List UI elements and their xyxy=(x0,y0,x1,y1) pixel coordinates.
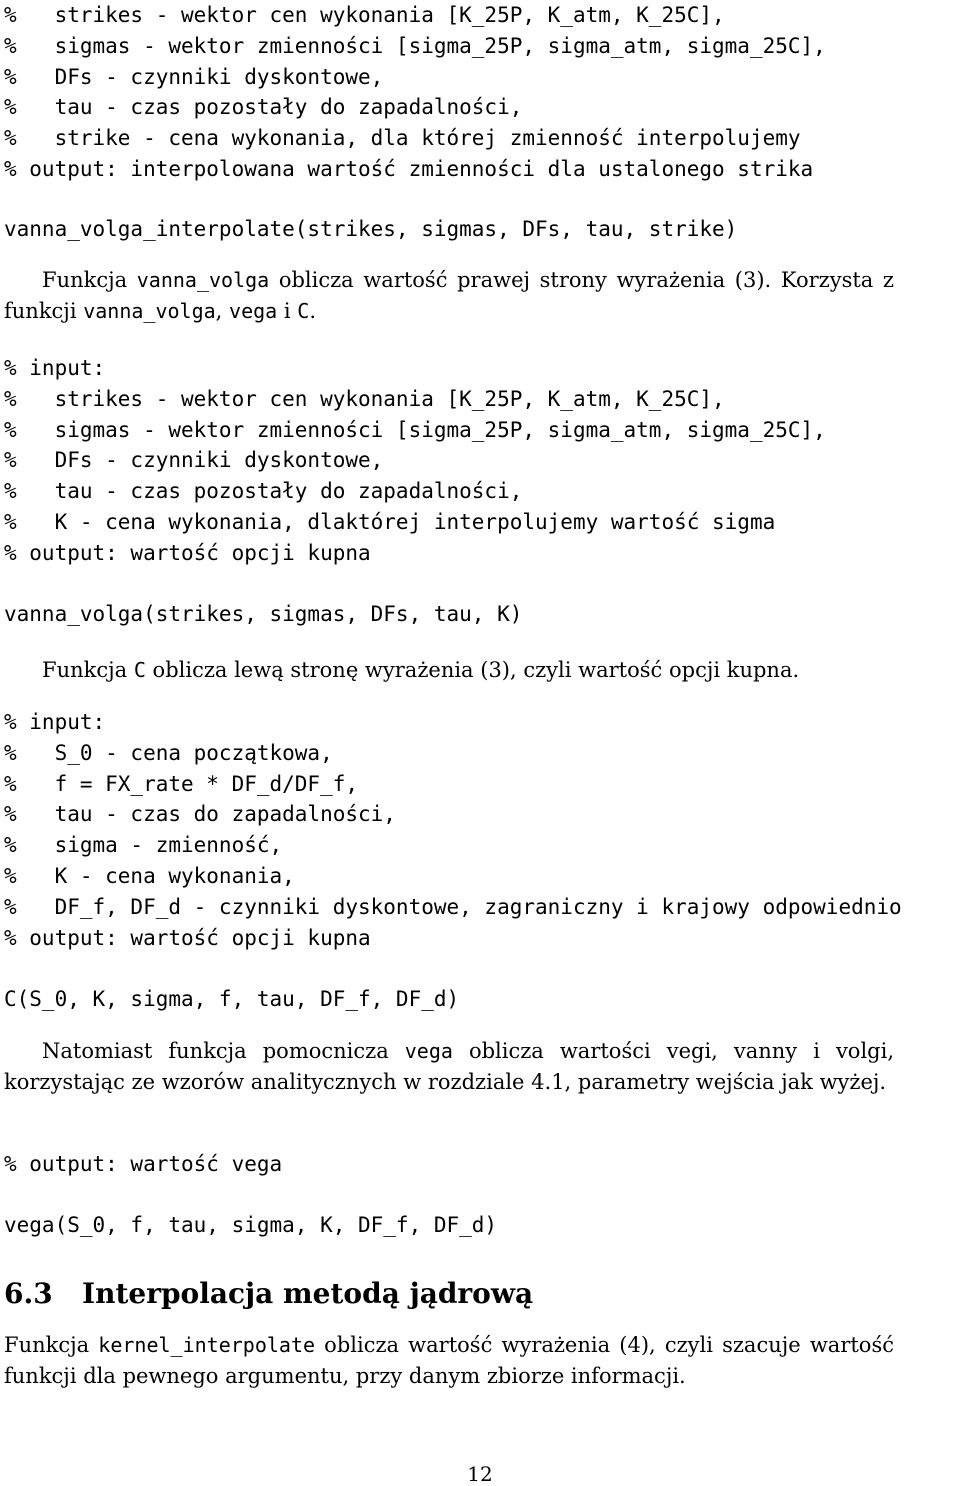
inline-code: vega xyxy=(404,1039,453,1063)
code-line: % sigma - zmienność, xyxy=(4,833,283,858)
text: oblicza wartość wyrażenia (4), czyli szacuje wartość funkcji dla pewnego argumentu, przy danym zbiorze informacji. xyxy=(4,1333,894,1388)
inline-code: vega xyxy=(229,298,278,323)
code-line: % DF_f, DF_d - czynniki dyskontowe, zagraniczny i krajowy odpowiednio xyxy=(4,894,902,919)
code-line: % tau - czas pozostały do zapadalności, xyxy=(4,95,523,120)
text: . xyxy=(309,298,317,323)
code-line: % strike - cena wykonania, dla której zmienność interpolujemy xyxy=(4,126,801,151)
code-line: % DFs - czynniki dyskontowe, xyxy=(4,64,384,89)
inline-code: vanna_volga xyxy=(136,268,270,292)
function-signature-2 xyxy=(4,599,522,630)
text: Funkcja xyxy=(42,658,134,682)
section-number: 6.3 xyxy=(4,1277,53,1310)
code-line: % input: xyxy=(4,710,106,734)
paragraph-c-function xyxy=(4,655,894,686)
code-block-4 xyxy=(4,1149,282,1180)
code-line: % output: interpolowana wartość zmienności dla ustalonego strika xyxy=(4,156,814,181)
text: oblicza wartości vegi, vanny i volgi, korzystając ze wzorów analitycznych w rozdziale 4.1, parametry wejścia jak wyżej. xyxy=(4,1039,894,1094)
code-line: % K - cena wykonania, xyxy=(4,863,295,888)
inline-code: vanna_volga xyxy=(83,298,216,323)
paragraph-vanna-volga xyxy=(4,265,894,326)
signature-text: vanna_volga_interpolate(strikes, sigmas, DFs, tau, strike) xyxy=(4,217,738,241)
inline-code: C xyxy=(297,298,310,323)
code-line: % sigmas - wektor zmienności [sigma_25P, sigma_atm, sigma_25C], xyxy=(4,417,826,442)
code-block-2 xyxy=(4,353,826,569)
text: i xyxy=(277,298,298,323)
section-heading xyxy=(4,1277,533,1311)
text: , xyxy=(215,298,230,323)
code-line: % S_0 - cena początkowa, xyxy=(4,740,333,765)
section-title-text: Interpolacja metodą jądrową xyxy=(82,1277,534,1310)
code-block-1 xyxy=(4,0,826,185)
inline-code: kernel_interpolate xyxy=(98,1333,316,1357)
code-line: % sigmas - wektor zmienności [sigma_25P, sigma_atm, sigma_25C], xyxy=(4,33,826,58)
page-number: 12 xyxy=(467,1462,493,1486)
paragraph-kernel-interpolate xyxy=(4,1330,894,1391)
inline-code: C xyxy=(133,658,146,682)
code-line: % tau - czas do zapadalności, xyxy=(4,802,396,827)
paragraph-vega xyxy=(4,1036,894,1097)
signature-text: vanna_volga(strikes, sigmas, DFs, tau, K) xyxy=(4,602,523,626)
code-line: % strikes - wektor cen wykonania [K_25P, K_atm, K_25C], xyxy=(4,386,725,411)
code-line: % tau - czas pozostały do zapadalności, xyxy=(4,479,523,504)
text: oblicza lewą stronę wyrażenia (3), czyli wartość opcji kupna. xyxy=(145,658,800,682)
code-line: % output: wartość vega xyxy=(4,1152,283,1176)
signature-text: C(S_0, K, sigma, f, tau, DF_f, DF_d) xyxy=(4,987,460,1011)
text: Funkcja xyxy=(42,268,137,292)
text: oblicza wartość prawej strony wyrażenia (3). Korzysta z funkcji xyxy=(4,268,894,323)
code-line: % output: wartość opcji kupna xyxy=(4,925,371,950)
code-line: % DFs - czynniki dyskontowe, xyxy=(4,448,384,473)
function-signature-4 xyxy=(4,1210,497,1241)
signature-text: vega(S_0, f, tau, sigma, K, DF_f, DF_d) xyxy=(4,1213,498,1237)
code-line: % K - cena wykonania, dlaktórej interpolujemy wartość sigma xyxy=(4,509,776,534)
code-block-3 xyxy=(4,707,902,953)
text: Funkcja xyxy=(4,1333,99,1357)
function-signature-1 xyxy=(4,214,737,245)
code-line: % strikes - wektor cen wykonania [K_25P, K_atm, K_25C], xyxy=(4,3,725,27)
code-line: % input: xyxy=(4,356,106,380)
text: Natomiast funkcja pomocnicza xyxy=(42,1039,405,1063)
function-signature-3 xyxy=(4,984,459,1015)
code-line: % output: wartość opcji kupna xyxy=(4,540,371,565)
code-line: % f = FX_rate * DF_d/DF_f, xyxy=(4,771,359,796)
